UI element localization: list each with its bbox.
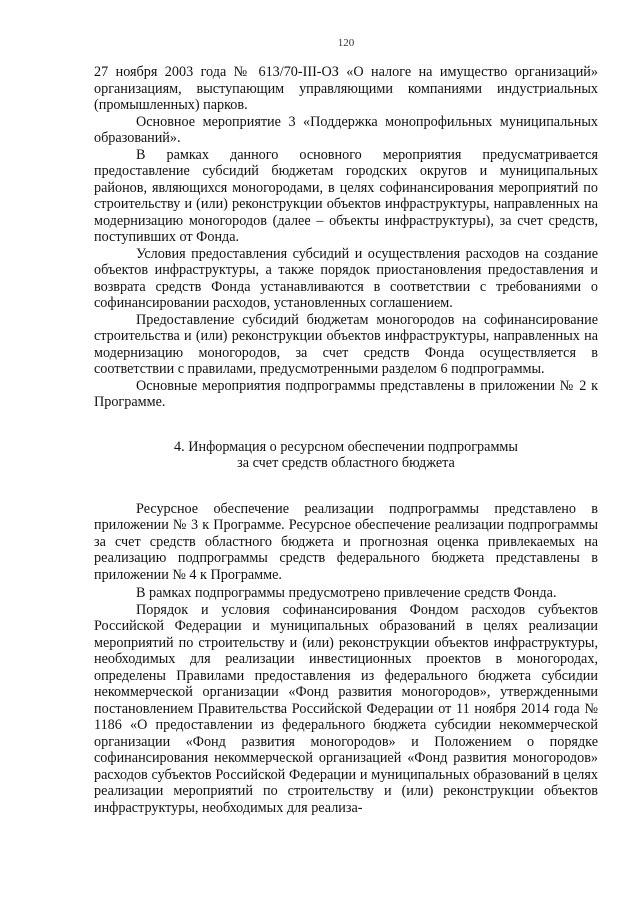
paragraph-subsidy-conditions: Условия предоставления субсидий и осуществления расходов на создание объектов инфраструктуры, а также порядок приостановления предоставления и возврата средств Фонда устанавливаются в соответствии с требованиями о софинансировании расходов, установленных соглашением.	[94, 245, 598, 311]
section-heading-line-2: за счет средств областного бюджета	[237, 455, 455, 471]
paragraph-main-activities-appendix: Основные мероприятия подпрограммы представлены в приложении № 2 к Программе.	[94, 377, 598, 410]
paragraph-resource-support: Ресурсное обеспечение реализации подпрограммы представлено в приложении № 3 к Программе. Ресурсное обеспечение реализации подпрограммы за счет средств областного бюджета и прогнозная оценка привлекаемых на реализацию подпрограммы средств федерального бюджета представлены в приложении № 4 к Программе.	[94, 500, 598, 583]
paragraph-cofinancing-rules: Предоставление субсидий бюджетам моногородов на софинансирование строительства и (или) реконструкции объектов инфраструктуры, направленных на модернизацию моногородов, за счет средств Фонда осуществляется в соответствии с правилами, предусмотренными разделом 6 подпрограммы.	[94, 311, 598, 377]
paragraph-continuation: 27 ноября 2003 года № 613/70-III-ОЗ «О налоге на имущество организаций» организациям, выступающим управляющими компаниями индустриальных (промышленных) парков.	[94, 64, 598, 113]
section-heading-line-1: 4. Информация о ресурсном обеспечении подпрограммы	[174, 438, 518, 455]
paragraph-subsidies-provision: В рамках данного основного мероприятия предусматривается предоставление субсидий бюджетам городских округов и муниципальных районов, являющихся моногородами, в целях софинансирования мероприятий по строительству и (или) реконструкции объектов инфраструктуры, направленных на модернизацию моногородов (далее – объекты инфраструктуры), за счет средств, поступивших от Фонда.	[94, 146, 598, 245]
paragraph-main-activity-3: Основное мероприятие 3 «Поддержка монопрофильных муниципальных образований».	[94, 113, 598, 146]
section-heading	[94, 439, 598, 472]
paragraph-fund-attraction: В рамках подпрограммы предусмотрено привлечение средств Фонда.	[136, 585, 557, 601]
document-page	[94, 36, 598, 816]
page-number: 120	[337, 37, 355, 49]
paragraph-cofinancing-procedure: Порядок и условия софинансирования Фондом расходов субъектов Российской Федерации и муниципальных образований в целях реализации мероприятий по строительству и (или) реконструкции объектов инфраструктуры, необходимых для реализации инвестиционных проектов в моногородах, определены Правилами предоставления из федерального бюджета субсидии некоммерческой организации «Фонд развития моногородов», утвержденными постановлением Правительства Российской Федерации от 11 ноября 2014 года № 1186 «О предоставлении из федерального бюджета субсидии некоммерческой организации «Фонд развития моногородов» и Положением о порядке софинансирования некоммерческой организацией «Фонд развития моногородов» расходов субъектов Российской Федерации и муниципальных образований в целях реализации мероприятий по строительству и (или) реконструкции объектов инфраструктуры, необходимых для реализа-	[94, 601, 598, 816]
